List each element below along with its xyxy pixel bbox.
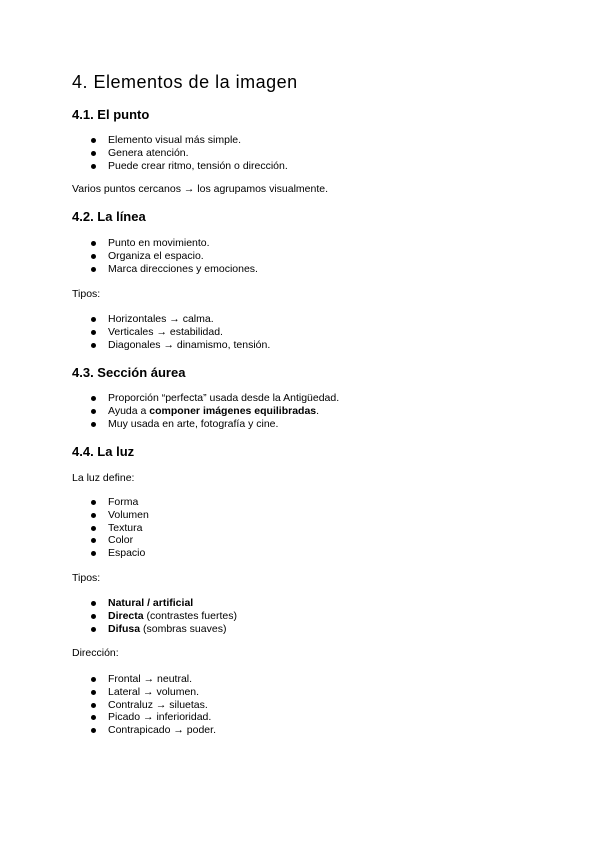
item-text: Ayuda a <box>108 404 150 417</box>
luz-direccion-list <box>72 673 216 737</box>
item-text: (contrastes fuertes) <box>143 609 237 622</box>
list-item: Picado → inferioridad. <box>72 711 216 724</box>
item-text: (sombras suaves) <box>140 622 227 635</box>
item-bold-text: Difusa <box>108 622 141 635</box>
punto-list <box>72 134 288 172</box>
list-item: Organiza el espacio. <box>72 250 258 263</box>
list-item: Frontal → neutral. <box>72 673 216 686</box>
list-item <box>72 623 237 636</box>
page-title: 4. Elementos de la imagen <box>72 72 298 92</box>
luz-direccion-label: Dirección: <box>72 647 119 659</box>
linea-list <box>72 237 258 275</box>
list-item: Textura <box>72 522 149 535</box>
list-item: Horizontales → calma. <box>72 313 270 326</box>
linea-tipos-list <box>72 313 270 351</box>
list-item: Verticales → estabilidad. <box>72 326 270 339</box>
item-bold-text: componer imágenes equilibradas <box>149 404 317 417</box>
luz-define-list <box>72 496 149 560</box>
list-item <box>72 597 237 610</box>
list-item: Forma <box>72 496 149 509</box>
list-item: Espacio <box>72 547 149 560</box>
luz-define-label: La luz define: <box>72 472 135 484</box>
item-bold-text: Directa <box>108 609 144 622</box>
luz-tipos-label: Tipos: <box>72 572 101 584</box>
list-item: Puede crear ritmo, tensión o dirección. <box>72 160 288 173</box>
list-item: Contrapicado → poder. <box>72 724 216 737</box>
list-item: Marca direcciones y emociones. <box>72 263 258 276</box>
item-text: . <box>316 404 320 417</box>
section-heading-punto: 4.1. El punto <box>72 107 150 122</box>
list-item: Punto en movimiento. <box>72 237 258 250</box>
list-item: Muy usada en arte, fotografía y cine. <box>72 418 339 431</box>
punto-note: Varios puntos cercanos → los agrupamos visualmente. <box>72 183 329 195</box>
seccion-aurea-list <box>72 392 339 430</box>
linea-tipos-label: Tipos: <box>72 288 101 300</box>
list-item <box>72 610 237 623</box>
section-heading-linea: 4.2. La línea <box>72 209 146 224</box>
list-item: Proporción “perfecta” usada desde la Antigüedad. <box>72 392 339 405</box>
list-item: Diagonales → dinamismo, tensión. <box>72 339 270 352</box>
list-item: Volumen <box>72 509 149 522</box>
section-heading-luz: 4.4. La luz <box>72 444 135 459</box>
list-item: Color <box>72 534 149 547</box>
luz-tipos-list <box>72 597 237 635</box>
item-bold-text: Natural / artificial <box>108 597 194 609</box>
list-item: Lateral → volumen. <box>72 686 216 699</box>
list-item: Elemento visual más simple. <box>72 134 288 147</box>
list-item <box>72 405 339 418</box>
list-item: Genera atención. <box>72 147 288 160</box>
section-heading-seccion-aurea: 4.3. Sección áurea <box>72 365 186 380</box>
list-item: Contraluz → siluetas. <box>72 699 216 712</box>
